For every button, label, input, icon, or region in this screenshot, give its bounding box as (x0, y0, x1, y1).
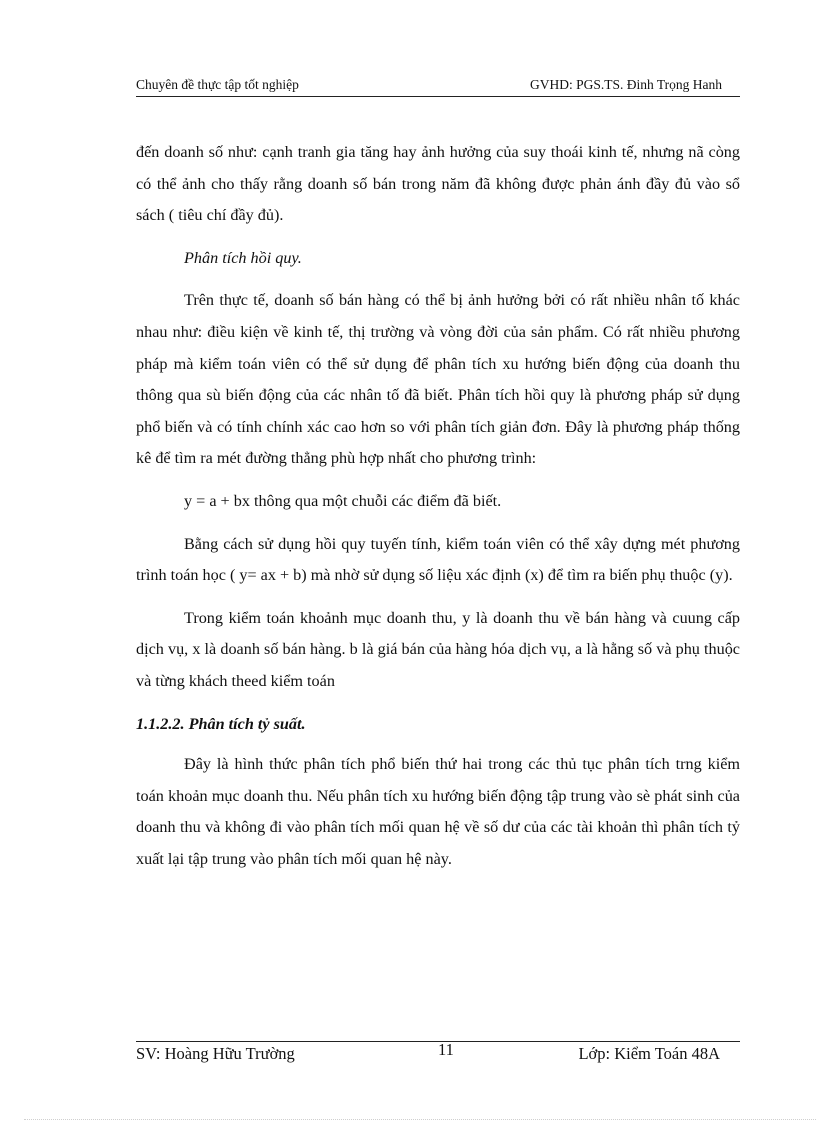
subsection-title-regression: Phân tích hồi quy. (184, 248, 302, 267)
page-bottom-edge (24, 1119, 816, 1120)
paragraph-linear-regression: Bằng cách sử dụng hồi quy tuyến tính, kiểm toán viên có thể xây dựng mét phương trình toán học ( y= ax + b) mà nhờ sử dụng số liệu xác định (x) để tìm ra biến phụ thuộc (y). (136, 534, 740, 585)
paragraph-variables: Trong kiểm toán khoảnh mục doanh thu, y là doanh thu về bán hàng và cuung cấp dịch vụ, x là doanh số bán hàng. b là giá bán của hàng hóa dịch vụ, a là hằng số và phụ thuộc và từng khách theed kiểm toán (136, 608, 740, 690)
header-thesis-title: Chuyên đề thực tập tốt nghiệp (136, 77, 299, 92)
footer-student: SV: Hoàng Hữu Trường (136, 1044, 295, 1063)
document-body (136, 137, 740, 886)
paragraph-continuation: đến doanh số như: cạnh tranh gia tăng hay ảnh hưởng của suy thoái kinh tế, nhưng nã còng có thể ảnh cho thấy rằng doanh số bán trong năm đã không được phản ánh đầy đủ vào sổ sách ( tiêu chí đầy đủ). (136, 143, 740, 225)
page-number: 11 (438, 1040, 454, 1059)
page-footer (136, 1040, 740, 1068)
section-heading-ratio-analysis: 1.1.2.2. Phân tích tỷ suất. (136, 714, 306, 733)
footer-class: Lớp: Kiểm Toán 48A (578, 1044, 720, 1063)
page-header (136, 76, 740, 97)
paragraph-regression-intro: Trên thực tế, doanh số bán hàng có thể bị ảnh hưởng bởi có rất nhiều nhân tố khác nhau như: điều kiện về kinh tế, thị trường và vòng đời của sản phẩm. Có rất nhiều phương pháp mà kiểm toán viên có thể sử dụng để phân tích xu hướng biến động của doanh thu thông qua sù biến động của các nhân tố đã biết. Phân tích hồi quy là phương pháp sử dụng phổ biến và có tính chính xác cao hơn so với phân tích giản đơn. Đây là phương pháp thống kê để tìm ra mét đường thẳng phù hợp nhất cho phương trình: (136, 291, 740, 468)
header-supervisor: GVHD: PGS.TS. Đinh Trọng Hanh (529, 77, 722, 92)
paragraph-ratio-analysis: Đây là hình thức phân tích phổ biến thứ hai trong các thủ tục phân tích trng kiểm toán khoản mục doanh thu. Nếu phân tích xu hướng biến động tập trung vào sè phát sinh của doanh thu và không đi vào phân tích mối quan hệ về số dư của các tài khoản thì phân tích tỷ xuất lại tập trung vào phân tích mối quan hệ này. (136, 755, 740, 868)
paragraph-equation: y = a + bx thông qua một chuỗi các điểm đã biết. (184, 491, 502, 510)
